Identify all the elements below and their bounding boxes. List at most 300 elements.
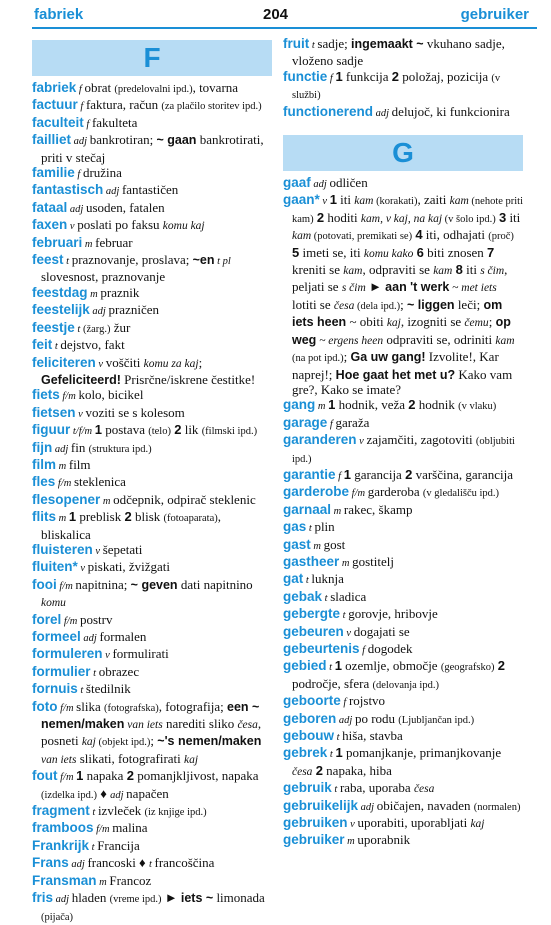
italic-text: komu za kaj: [143, 357, 199, 370]
dictionary-entry: [32, 474, 272, 491]
definition-text: hiša, stavba: [342, 728, 403, 744]
sense-number: 7: [487, 244, 495, 260]
grammar-label: f: [77, 101, 86, 113]
usage-note: (pijača): [41, 911, 74, 923]
phrase: ~en: [192, 253, 215, 268]
dictionary-entry: [283, 798, 523, 815]
page-header: [0, 4, 551, 26]
grammar-label: f/m: [57, 772, 77, 784]
headword: gebrek: [283, 745, 328, 761]
definition-text: , peljati se: [292, 262, 508, 295]
definition-text: formalen: [99, 629, 147, 644]
definition-text: hoditi: [324, 209, 361, 225]
dictionary-entry: [32, 440, 272, 457]
grammar-label: f: [327, 72, 336, 84]
headword: gas: [283, 519, 307, 535]
definition-text: funkcija: [342, 68, 392, 84]
definition-text: Francija: [97, 837, 140, 853]
definition-text: kolo, bicikel: [78, 387, 144, 403]
definition-text: zajamčiti, zagotoviti: [366, 432, 476, 448]
definition-text: štedilnik: [85, 681, 131, 697]
headword: garantie: [283, 466, 336, 482]
definition-text: dati napitnino: [177, 576, 253, 592]
dictionary-entry: [32, 132, 272, 165]
headword: Frankrijk: [32, 837, 90, 853]
definition-text: kreniti se: [292, 262, 344, 278]
definition-text: hodnik: [415, 397, 459, 413]
definition-text: sladica: [330, 588, 367, 604]
dictionary-entry: [283, 415, 523, 432]
phrase: ~ gaan: [156, 133, 197, 148]
grammar-label: m: [331, 505, 344, 517]
definition-text: dogajati se: [353, 623, 410, 639]
italic-text: kaj: [386, 317, 401, 330]
grammar-label: adj: [80, 633, 100, 644]
grammar-label: t: [306, 523, 315, 535]
dictionary-entry: [32, 855, 272, 872]
dictionary-entry: [32, 509, 272, 542]
usage-note: (potovati, premikati se): [311, 231, 413, 243]
usage-note: (korakati): [373, 196, 418, 208]
definition-text: garancija: [350, 466, 406, 482]
phrase: iets ~: [180, 891, 214, 906]
italic-text: komu: [41, 597, 66, 610]
dictionary-entry: [32, 890, 272, 925]
dictionary-entry: [32, 387, 272, 404]
usage-note: (vreme ipd.): [109, 894, 162, 906]
italic-text: kaj: [184, 753, 199, 766]
usage-note: (predelovalni ipd.): [114, 84, 193, 95]
grammar-label: v: [75, 408, 86, 420]
headword: fiets: [32, 387, 60, 403]
headword: Fransman: [32, 872, 97, 888]
usage-note: (Ljubljančan ipd.): [398, 714, 475, 726]
definition-text: pomanjkljivost, napaka: [133, 768, 259, 784]
dictionary-entry: [283, 780, 523, 797]
definition-text: napitnina;: [75, 576, 131, 592]
headword: gebak: [283, 588, 323, 604]
definition-text: napačen: [126, 785, 169, 801]
dictionary-entry: [283, 519, 523, 536]
grammar-label: adj: [310, 179, 330, 191]
definition-text: fin: [70, 439, 89, 455]
headword: formeel: [32, 629, 81, 644]
definition-text: rojstvo: [348, 693, 386, 709]
headword: fles: [32, 474, 56, 490]
sense-number: 1: [328, 397, 336, 413]
sense-number: 8: [455, 262, 463, 278]
headword: gebruikelijk: [283, 797, 359, 813]
grammar-label: f/m: [349, 488, 368, 500]
grammar-label: adj: [110, 789, 127, 801]
usage-note: (v šolo ipd.): [442, 213, 496, 225]
usage-note: (nehote priti kam): [292, 196, 524, 225]
definition-text: postrv: [79, 611, 113, 627]
definition-text: gostitelj: [352, 553, 395, 569]
definition-text: napaka: [83, 768, 127, 784]
definition-text: prazničen: [108, 302, 159, 318]
dictionary-entry: [32, 115, 272, 132]
phrase: op weg: [292, 315, 511, 347]
definition-text: slikati, fotografirati: [76, 750, 185, 766]
usage-note: (proč): [488, 231, 514, 243]
usage-note: (v gledališču ipd.): [422, 488, 500, 500]
usage-note: (fotoaparata): [163, 513, 218, 525]
headword: fout: [32, 768, 58, 784]
grammar-label: v: [343, 627, 354, 639]
grammar-label: adj: [358, 801, 377, 813]
grammar-label: f: [74, 169, 83, 181]
definition-text: odčepnik, odpirač steklenic: [113, 491, 256, 507]
usage-note: (normalen): [473, 801, 521, 813]
grammar-label: f: [359, 645, 368, 656]
usage-note: (struktura ipd.): [88, 443, 152, 455]
dictionary-entry: [283, 175, 523, 192]
dictionary-entry: [32, 873, 272, 890]
definition-text: družina: [82, 165, 122, 181]
grammar-label: v: [67, 221, 78, 233]
usage-note: (fotografska): [103, 702, 159, 714]
sense-number: 1: [76, 768, 84, 784]
grammar-label: t: [89, 841, 98, 853]
sense-number: 1: [329, 192, 337, 208]
headword: gastheer: [283, 553, 340, 569]
sense-number: 1: [94, 422, 102, 438]
italic-text: čemu: [464, 317, 489, 330]
definition-text: iti: [462, 262, 481, 278]
dictionary-entry: [32, 559, 272, 576]
italic-text: česa: [333, 299, 355, 312]
entry-list-right-top: [283, 36, 523, 121]
italic-text: kaj: [470, 818, 485, 831]
grammar-label: v: [95, 358, 106, 370]
headword: faculteit: [32, 114, 84, 130]
italic-text: kam: [433, 265, 453, 278]
dictionary-entry: [32, 217, 272, 234]
phrase: ~ liggen: [406, 297, 455, 312]
usage-note: (žarg.): [82, 323, 111, 335]
definition-text: ►: [161, 890, 181, 906]
definition-text: pomanjkanje, primanjkovanje: [342, 745, 502, 761]
left-column: [32, 40, 272, 925]
headword: fantastisch: [32, 182, 104, 198]
usage-note: (filmski ipd.): [201, 426, 258, 438]
grammar-label: t: [334, 732, 343, 744]
headword: gat: [283, 571, 304, 587]
definition-text: malina: [112, 820, 148, 836]
right-column: [283, 36, 523, 850]
sense-number: 2: [316, 209, 325, 225]
usage-note: (izdelka ipd.): [41, 789, 97, 801]
definition-text: ;: [150, 733, 158, 749]
grammar-label: adj: [373, 107, 392, 119]
entry-list-right: [283, 175, 523, 850]
grammar-label: adj: [52, 443, 71, 455]
grammar-label: m: [344, 836, 358, 848]
dictionary-entry: [32, 320, 272, 337]
definition-text: , izogniti se: [400, 314, 465, 330]
definition-text: usoden, fatalen: [85, 199, 165, 215]
headword: familie: [32, 165, 75, 181]
dictionary-entry: [283, 432, 523, 467]
dictionary-entry: [32, 457, 272, 474]
usage-note: (delovanja ipd.): [372, 679, 439, 691]
definition-text: Prisrčne/iskrene čestitke!: [120, 371, 256, 387]
headword: figuur: [32, 422, 71, 438]
definition-text: slovesnost, praznovanje: [41, 269, 166, 285]
italic-text: kam: [343, 265, 363, 278]
definition-text: dejstvo, fakt: [60, 337, 125, 353]
definition-text: praznovanje, proslava;: [71, 252, 193, 268]
dictionary-entry: [32, 252, 272, 285]
phrase: aan 't werk: [385, 280, 450, 295]
dictionary-entry: [283, 658, 523, 693]
headword: gebruiken: [283, 815, 348, 831]
dictionary-entry: [32, 492, 272, 509]
usage-note: (objekt ipd.): [95, 737, 151, 749]
headword: feestje: [32, 319, 75, 335]
grammar-label: adj: [89, 306, 109, 318]
definition-text: ozemlje, območje: [341, 658, 441, 674]
grammar-label: t: [148, 859, 155, 871]
italic-text: kam, v kaj, na kaj: [360, 212, 443, 225]
headword: functie: [283, 68, 328, 84]
definition-text: gost: [323, 536, 346, 552]
definition-text: uporabiti, uporabljati: [357, 815, 471, 831]
dictionary-entry: [283, 104, 523, 121]
dictionary-entry: [32, 838, 272, 855]
definition-text: dogodek: [367, 641, 413, 656]
headword: formuleren: [32, 646, 103, 662]
grammar-label: t pl: [214, 256, 231, 268]
grammar-label: t: [89, 807, 98, 819]
dictionary-entry: [32, 699, 272, 769]
entry-list-left: [32, 80, 272, 925]
grammar-label: t: [340, 610, 349, 622]
headword: gebruik: [283, 780, 332, 796]
grammar-label: v: [319, 196, 330, 208]
headword: garanderen: [283, 432, 357, 448]
italic-text: kam: [449, 195, 469, 208]
definition-text: ♦: [96, 785, 111, 801]
italic-text: kaj: [81, 736, 96, 749]
definition-text: lotiti se: [292, 296, 334, 312]
dictionary-entry: [283, 711, 523, 728]
dictionary-entry: [283, 832, 523, 849]
definition-text: postava: [102, 422, 149, 438]
italic-text: komu kako: [363, 247, 414, 260]
headword: feliciteren: [32, 354, 96, 370]
phrase: Ga uw gang!: [350, 350, 426, 365]
sense-number: 2: [408, 397, 416, 413]
definition-text: preblisk: [76, 509, 125, 525]
headword: fabriek: [32, 80, 77, 95]
headword: feest: [32, 252, 64, 268]
headword: flesopener: [32, 491, 101, 507]
grammar-label: f: [76, 84, 85, 95]
headword: faxen: [32, 217, 68, 233]
headword: gaaf: [283, 175, 311, 191]
definition-text: iti, odhajati: [422, 227, 489, 243]
dictionary-entry: [32, 542, 272, 559]
grammar-label: t: [326, 662, 335, 674]
italic-text: s čim: [341, 282, 366, 295]
definition-text: šepetati: [102, 541, 143, 557]
grammar-label: t/f/m: [70, 426, 95, 438]
headword: garage: [283, 414, 328, 430]
definition-text: biti znosen: [423, 244, 488, 260]
grammar-label: f: [327, 418, 336, 430]
italic-text: van iets: [124, 719, 163, 732]
definition-text: položaj, pozicija: [399, 68, 492, 84]
sense-number: 1: [335, 68, 343, 84]
definition-text: slika: [76, 698, 104, 714]
dictionary-entry: [283, 641, 523, 658]
dictionary-entry: [283, 502, 523, 519]
section-letter-g: G: [283, 135, 523, 171]
italic-text: česa: [237, 719, 258, 732]
definition-text: iti: [336, 192, 355, 208]
definition-text: luknja: [311, 571, 344, 587]
definition-text: iti: [506, 209, 521, 225]
sense-number: 2: [315, 762, 323, 778]
headword: fruit: [283, 36, 310, 51]
definition-text: poslati po faksu: [77, 217, 163, 233]
definition-text: februar: [95, 234, 133, 250]
definition-text: , zaiti: [417, 192, 450, 208]
dictionary-entry: [32, 422, 272, 439]
definition-text: narediti sliko: [162, 716, 238, 732]
grammar-label: v: [356, 436, 367, 448]
definition-text: varščina, garancija: [412, 466, 514, 482]
grammar-label: v: [77, 563, 88, 575]
definition-text: piskati, žvižgati: [87, 559, 170, 575]
definition-text: hodnik, veža: [335, 397, 409, 413]
italic-text: van iets: [41, 753, 77, 766]
definition-text: voščiti: [105, 354, 144, 370]
usage-note: (telo): [148, 426, 171, 438]
definition-text: izvleček: [97, 803, 145, 819]
dictionary-entry: [32, 285, 272, 302]
definition-text: blisk: [131, 509, 164, 525]
definition-text: garaža: [335, 414, 370, 430]
section-letter-f: F: [32, 40, 272, 76]
definition-text: bankrotirati, priti v stečaj: [41, 132, 264, 165]
headword: Frans: [32, 855, 69, 871]
headword: gebruiker: [283, 832, 345, 848]
definition-text: gorovje, hribovje: [348, 606, 438, 622]
sense-number: 6: [416, 244, 424, 260]
grammar-label: adj: [53, 894, 72, 906]
headword: factuur: [32, 97, 78, 113]
dictionary-entry: [32, 577, 272, 612]
headword: gebouw: [283, 728, 334, 744]
sense-number: 4: [415, 227, 423, 243]
dictionary-entry: [283, 606, 523, 623]
headword: garnaal: [283, 501, 332, 517]
definition-text: uporabnik: [357, 832, 411, 848]
definition-text: imeti se, iti: [299, 244, 364, 260]
grammar-label: m: [339, 557, 353, 569]
italic-text: komu kaj: [162, 220, 205, 233]
grammar-label: adj: [67, 203, 86, 215]
dictionary-entry: [32, 337, 272, 354]
dictionary-entry: [283, 624, 523, 641]
definition-text: praznik: [100, 284, 140, 300]
headword: fijn: [32, 439, 53, 455]
dictionary-entry: [32, 820, 272, 837]
dictionary-entry: [32, 646, 272, 663]
dictionary-entry: [32, 803, 272, 820]
headword: fluiten*: [32, 559, 78, 575]
definition-text: film: [68, 456, 91, 472]
dictionary-entry: [32, 405, 272, 422]
dictionary-entry: [32, 235, 272, 252]
italic-text: ~ ergens heen: [316, 334, 384, 347]
grammar-label: t: [322, 592, 331, 604]
definition-text: žur: [110, 319, 131, 335]
grammar-label: m: [100, 495, 114, 507]
headword: foto: [32, 698, 58, 714]
sense-number: 1: [335, 745, 343, 761]
headword: forel: [32, 611, 62, 627]
header-last-word: gebruiker: [460, 6, 529, 23]
grammar-label: adj: [68, 859, 88, 871]
italic-text: kam: [495, 334, 515, 347]
grammar-label: m: [310, 540, 324, 552]
italic-text: kam: [354, 195, 374, 208]
dictionary-entry: [283, 36, 523, 69]
dictionary-entry: [32, 664, 272, 681]
definition-text: francoščina: [154, 855, 215, 871]
definition-text: fantastičen: [121, 182, 179, 198]
definition-text: obrat: [84, 80, 115, 95]
sense-number: 3: [498, 209, 507, 225]
grammar-label: f: [340, 697, 349, 709]
grammar-label: t: [90, 667, 99, 679]
dictionary-entry: [32, 200, 272, 217]
grammar-label: f/m: [59, 391, 79, 403]
definition-text: , fotografija;: [158, 698, 228, 714]
usage-note: (v vlaku): [458, 401, 497, 413]
phrase: ~ geven: [130, 577, 178, 592]
phrase: ~'s nemen/maken: [157, 734, 262, 749]
phrase: Hoe gaat het met u?: [335, 367, 456, 382]
headword: gast: [283, 536, 311, 552]
grammar-label: t: [309, 40, 318, 51]
italic-text: ~ met iets: [449, 282, 497, 295]
headword: film: [32, 456, 57, 472]
sense-number: 2: [391, 68, 399, 84]
dictionary-entry: [283, 728, 523, 745]
dictionary-entry: [283, 192, 523, 397]
grammar-label: m: [315, 401, 329, 413]
grammar-label: f: [335, 470, 344, 482]
definition-text: , bliskalica: [41, 509, 221, 542]
headword: gebied: [283, 658, 327, 674]
grammar-label: v: [347, 819, 358, 831]
definition-text: delujoč, ki funkcionira: [391, 103, 510, 119]
grammar-label: v: [102, 650, 113, 662]
definition-text: ~ obiti: [346, 314, 387, 330]
usage-note: (geografsko): [440, 662, 495, 674]
grammar-label: t: [331, 784, 340, 796]
definition-text: obrazec: [98, 663, 140, 679]
phrase: ingemaakt ~: [351, 37, 424, 51]
headword: gang: [283, 397, 316, 413]
dictionary-entry: [283, 589, 523, 606]
grammar-label: adj: [103, 186, 122, 198]
